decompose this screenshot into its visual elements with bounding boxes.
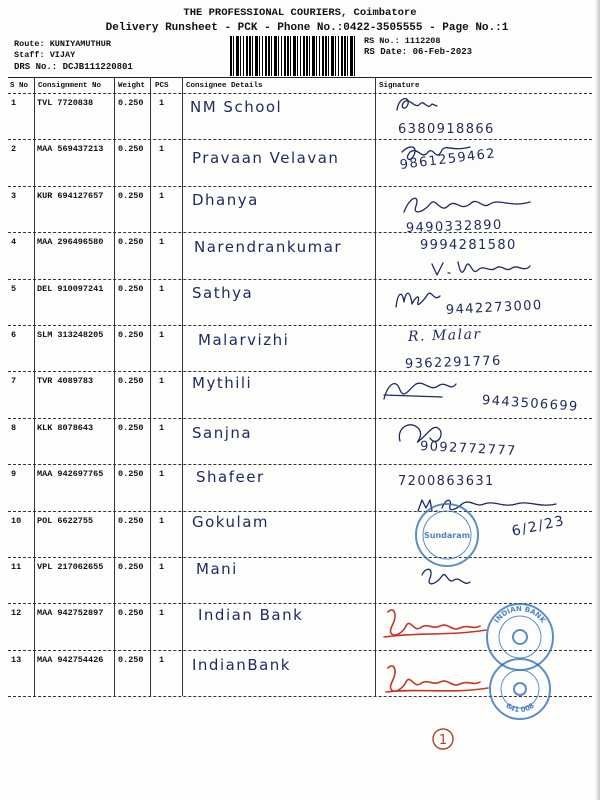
column-header-sno: S No: [10, 82, 29, 90]
signature-scribble: [397, 99, 437, 110]
row-pcs: 1: [159, 237, 165, 248]
row-pcs: 1: [159, 190, 165, 201]
row-phone: 9490332890: [405, 217, 503, 236]
row-consignee: Shafeer: [196, 468, 265, 487]
row-weight: 0.250: [118, 144, 144, 155]
row-consignee: Gokulam: [192, 512, 270, 531]
row-consignment-no: KUR 694127657: [37, 190, 104, 201]
row-consignee: Mani: [196, 560, 238, 578]
scan-edge-shadow: [595, 0, 600, 800]
row-phone: 9092772777: [419, 438, 518, 459]
table-header-rule: [8, 93, 592, 94]
row-sno: 9: [11, 469, 17, 480]
row-separator: [8, 557, 592, 558]
row-sno: 3: [11, 190, 17, 201]
row-consignment-no: DEL 910097241: [37, 283, 104, 294]
row-consignment-no: MAA 569437213: [37, 144, 104, 155]
row-sno: 4: [11, 237, 17, 248]
row-consignee: Dhanya: [192, 190, 259, 209]
row-phone: 6380918866: [398, 122, 495, 137]
row-consignee: Sanjna: [192, 423, 253, 442]
runsheet-subtitle: Delivery Runsheet - PCK - Phone No.:0422-3505555 - Page No.:1: [105, 22, 509, 34]
signature-scribble: [404, 198, 530, 212]
row-separator: [8, 418, 592, 419]
row-phone: 9443506699: [481, 393, 580, 416]
row-weight: 0.250: [118, 330, 144, 340]
signature-scribble: [418, 500, 556, 511]
row-separator: [8, 232, 592, 233]
drs-number: DRS No.: DCJB111220801: [14, 62, 133, 72]
row-consignee: Mythili: [192, 374, 253, 393]
row-consignee: IndianBank: [192, 655, 291, 674]
row-consignee: Narendrankumar: [194, 238, 343, 257]
row-phone: 7200863631: [398, 474, 495, 490]
row-phone: 9362291776: [404, 353, 502, 372]
staff-label: Staff: VIJAY: [14, 50, 76, 60]
row-weight: 0.250: [118, 654, 144, 665]
row-phone: 9994281580: [420, 238, 517, 254]
row-consignee: Sathya: [192, 283, 254, 302]
row-sno: 12: [11, 608, 22, 619]
row-consignment-no: KLK 8078643: [37, 422, 94, 433]
company-title: THE PROFESSIONAL COURIERS, Coimbatore: [183, 7, 417, 19]
row-weight: 0.250: [118, 469, 144, 480]
column-header-consignee: Consignee Details: [186, 82, 263, 90]
signature-scribble: [386, 666, 488, 692]
row-consignee: Pravaan Velavan: [192, 149, 340, 168]
row-separator: [8, 139, 592, 140]
row-sno: 6: [11, 330, 17, 340]
indian-bank-stamp: [487, 604, 553, 670]
row-weight: 0.250: [118, 237, 144, 248]
rs-date: RS Date: 06-Feb-2023: [364, 47, 473, 57]
row-sno: 1: [11, 98, 17, 108]
row-sno: 13: [11, 654, 22, 665]
row-consignment-no: VPL 217062655: [37, 562, 104, 572]
row-pcs: 1: [159, 98, 165, 108]
indian-bank-stamp: [490, 659, 550, 719]
row-pcs: 1: [159, 562, 165, 572]
signature-scribble: [384, 383, 456, 399]
barcode: [230, 36, 355, 76]
row-consignment-no: TVL 7720838: [37, 98, 94, 108]
column-header-weight: Weight: [118, 82, 146, 90]
row-weight: 0.250: [118, 98, 144, 108]
row-phone: 9861259462: [399, 146, 497, 174]
row-sno: 8: [11, 422, 17, 433]
row-date-note: 6/2/23: [510, 512, 567, 540]
column-header-pcs: PCS: [155, 82, 169, 90]
row-consignment-no: POL 6622755: [37, 515, 94, 526]
row-sno: 10: [11, 515, 22, 526]
row-consignment-no: MAA 296496580: [37, 237, 104, 248]
row-pcs: 1: [159, 515, 165, 526]
svg-text:641 008: 641 008: [504, 701, 536, 715]
svg-text:INDIAN BANK: INDIAN BANK: [492, 604, 548, 625]
row-pcs: 1: [159, 654, 165, 665]
row-separator: [8, 650, 592, 651]
row-consignee: Malarvizhi: [198, 331, 290, 349]
row-separator: [8, 603, 592, 604]
row-sno: 2: [11, 144, 17, 155]
row-sno: 5: [11, 283, 17, 294]
row-pcs: 1: [159, 376, 165, 387]
row-consignee: NM School: [190, 98, 283, 116]
row-separator: [8, 186, 592, 187]
row-consignment-no: TVR 4089783: [37, 376, 94, 387]
route-label: Route: KUNIYAMUTHUR: [14, 39, 111, 49]
row-consignment-no: MAA 942697765: [37, 469, 104, 480]
row-weight: 0.250: [118, 608, 144, 619]
table-top-rule: [8, 77, 592, 78]
svg-text:Sundaram: Sundaram: [424, 531, 470, 540]
row-pcs: 1: [159, 330, 165, 340]
signature-scribble: [422, 569, 470, 584]
svg-text:1: 1: [438, 733, 448, 748]
row-weight: 0.250: [118, 422, 144, 433]
row-consignee: Indian Bank: [198, 606, 304, 625]
column-header-signature: Signature: [379, 82, 420, 90]
row-consignment-no: MAA 942752897: [37, 608, 104, 619]
row-separator: [8, 325, 592, 326]
row-signature: R. Malar: [407, 326, 482, 345]
page-mark: [433, 729, 453, 749]
row-separator: [8, 696, 592, 697]
row-separator: [8, 511, 592, 512]
row-weight: 0.250: [118, 515, 144, 526]
row-pcs: 1: [159, 144, 165, 155]
signature-scribble: [396, 293, 440, 307]
row-separator: [8, 279, 592, 280]
row-sno: 11: [11, 562, 22, 572]
row-weight: 0.250: [118, 376, 144, 387]
column-header-consignment: Consignment No: [38, 82, 102, 90]
row-pcs: 1: [159, 422, 165, 433]
row-separator: [8, 371, 592, 372]
row-weight: 0.250: [118, 283, 144, 294]
row-separator: [8, 464, 592, 465]
row-pcs: 1: [159, 283, 165, 294]
row-pcs: 1: [159, 608, 165, 619]
row-phone: 9442273000: [445, 297, 543, 318]
row-consignment-no: SLM 313248205: [37, 330, 104, 340]
signature-scribble: [384, 610, 486, 637]
signature-scribble: [432, 262, 530, 275]
row-sno: 7: [11, 376, 17, 387]
rs-number: RS No.: 1112208: [364, 36, 441, 46]
row-pcs: 1: [159, 469, 165, 480]
row-consignment-no: MAA 942754426: [37, 654, 104, 665]
row-weight: 0.250: [118, 562, 144, 572]
row-weight: 0.250: [118, 190, 144, 201]
